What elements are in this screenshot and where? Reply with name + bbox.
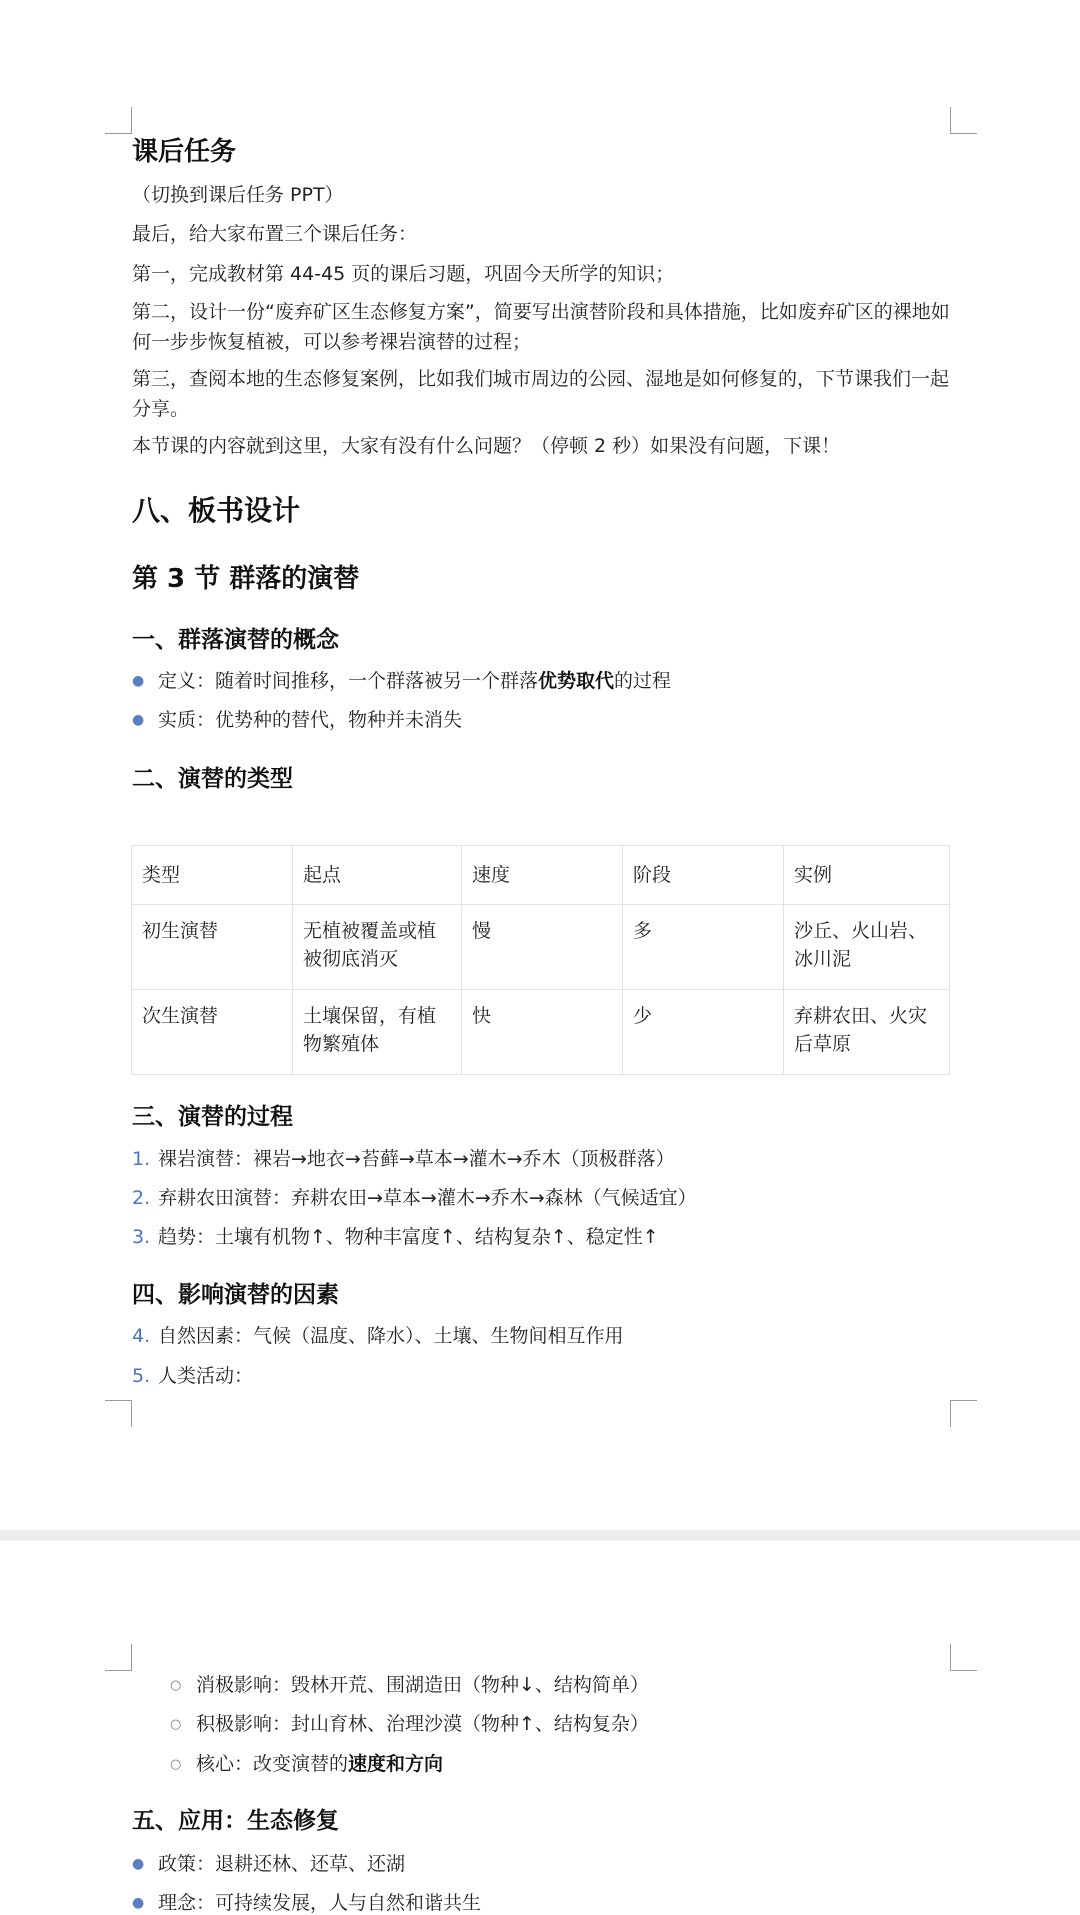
table-row [132,990,950,1075]
table-header-cell: 实例 [784,846,950,905]
page-corner-mark [105,1400,132,1427]
list-item: ● 实质：优势种的替代，物种并未消失 [132,709,463,731]
table-cell: 少 [623,990,784,1075]
list-item: 2. 弃耕农田演替：弃耕农田→草本→灌木→乔木→森林（气候适宜） [132,1187,697,1209]
table-cell: 初生演替 [132,905,293,990]
page-separator [0,1530,1080,1541]
page-corner-mark [105,1644,132,1671]
page-corner-mark [950,1400,977,1427]
paragraph: 第三，查阅本地的生态修复案例，比如我们城市周边的公园、湿地是如何修复的，下节课我们一起分享。 [132,368,950,420]
board-design-heading: 八、板书设计 [132,494,301,527]
section-title: 一、群落演替的概念 [132,627,339,653]
hollow-bullet-icon: ○ [170,1757,182,1772]
table-header-cell: 阶段 [623,846,784,905]
list-item: ● 定义：随着时间推移，一个群落被另一个群落优势取代的过程 [132,670,672,692]
table-cell: 土壤保留，有植物繁殖体 [293,990,462,1075]
paragraph: 第一，完成教材第 44-45 页的课后习题，巩固今天所学的知识； [132,263,675,285]
document-page-2 [0,1541,1080,1915]
bullet-icon: ● [132,712,145,728]
table-cell: 慢 [462,905,623,990]
bullet-icon: ● [132,1895,145,1911]
table-cell: 沙丘、火山岩、冰川泥 [784,905,950,990]
section-title: 五、应用：生态修复 [132,1808,339,1834]
table-header-cell: 起点 [293,846,462,905]
table-header-cell: 速度 [462,846,623,905]
table-header-row [132,846,950,905]
paragraph: 最后，给大家布置三个课后任务： [132,223,418,245]
paragraph: （切换到课后任务 PPT） [132,184,344,206]
section-title: 二、演替的类型 [132,766,293,792]
list-item: 5. 人类活动： [132,1365,254,1387]
list-item: 1. 裸岩演替：裸岩→地衣→苔藓→草本→灌木→乔木（顶极群落） [132,1148,675,1170]
page-corner-mark [950,1644,977,1671]
hollow-bullet-icon: ○ [170,1717,182,1732]
list-item: ● 理念：可持续发展，人与自然和谐共生 [132,1892,482,1914]
page-corner-mark [950,107,977,134]
sub-list-item: ○ 核心：改变演替的速度和方向 [170,1753,444,1775]
table-row [132,905,950,990]
succession-types-table [131,845,950,1075]
bullet-icon: ● [132,673,145,689]
paragraph: 第二，设计一份“废弃矿区生态修复方案”，简要写出演替阶段和具体措施，比如废弃矿区的裸地如何一步步恢复植被，可以参考裸岩演替的过程； [132,301,950,353]
table-cell: 多 [623,905,784,990]
list-item: ● 政策：退耕还林、还草、还湖 [132,1853,406,1875]
table-cell: 无植被覆盖或植被彻底消灭 [293,905,462,990]
list-item: 3. 趋势：土壤有机物↑、物种丰富度↑、结构复杂↑、稳定性↑ [132,1226,659,1248]
table-cell: 次生演替 [132,990,293,1075]
after-class-title: 课后任务 [132,137,237,167]
list-item: 4. 自然因素：气候（温度、降水）、土壤、生物间相互作用 [132,1325,624,1347]
bullet-icon: ● [132,1856,145,1872]
table-cell: 快 [462,990,623,1075]
section-title: 四、影响演替的因素 [132,1282,339,1308]
table-header-cell: 类型 [132,846,293,905]
section-title: 三、演替的过程 [132,1104,293,1130]
paragraph: 本节课的内容就到这里，大家有没有什么问题？（停顿 2 秒）如果没有问题，下课！ [132,435,841,457]
sub-list-item: ○ 消极影响：毁林开荒、围湖造田（物种↓、结构简单） [170,1674,649,1696]
lesson-title: 第 3 节 群落的演替 [132,564,360,594]
page-corner-mark [105,107,132,134]
sub-list-item: ○ 积极影响：封山育林、治理沙漠（物种↑、结构复杂） [170,1713,649,1735]
table-cell: 弃耕农田、火灾后草原 [784,990,950,1075]
hollow-bullet-icon: ○ [170,1678,182,1693]
